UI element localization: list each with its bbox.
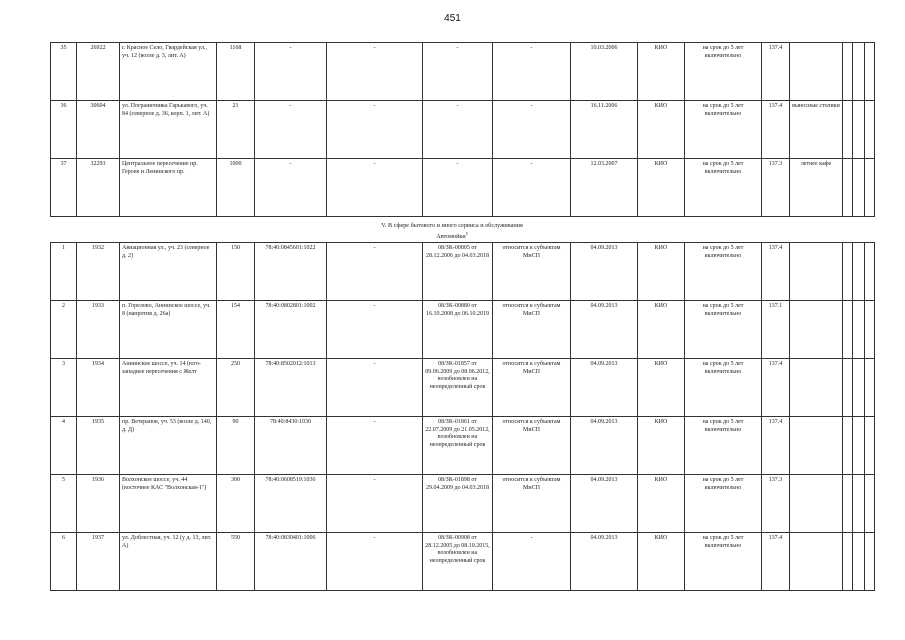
table-car-washes xyxy=(50,242,875,591)
cell-authority: КИО xyxy=(638,533,685,591)
cell-address: ул. Пограничника Гарькавого, уч. 84 (северное д. 36, корп. 1, лит. А) xyxy=(120,101,217,159)
cell-msp-status: относится к субъектам МиСП xyxy=(493,475,571,533)
cell-extra-3 xyxy=(865,533,875,591)
cell-area: 1168 xyxy=(217,43,255,101)
cell-object-id: 26922 xyxy=(77,43,120,101)
table-continued xyxy=(50,42,875,217)
cell-extra-2 xyxy=(853,359,865,417)
cell-contract: 08/ЗК-01857 от 09.06.2009 до 08.06.2012, возобновлен на неопределенный срок xyxy=(423,359,493,417)
cell-inclusion-date: 04.09.2013 xyxy=(571,243,638,301)
cell-object-id: 1932 xyxy=(77,243,120,301)
cell-note xyxy=(790,301,843,359)
cell-object-id: 1933 xyxy=(77,301,120,359)
cell-area: 90 xyxy=(217,417,255,475)
cell-inclusion-date: 04.09.2013 xyxy=(571,533,638,591)
cell-term: на срок до 5 лет включительно xyxy=(685,417,762,475)
cell-msp-status: - xyxy=(493,533,571,591)
cell-lease-number: - xyxy=(327,101,423,159)
cell-contract: 08/ЗК-00908 от 28.12.2005 до 08.10.2015, возобновлен на неопределенный срок xyxy=(423,533,493,591)
cell-area: 300 xyxy=(217,475,255,533)
cell-row-number: 35 xyxy=(51,43,77,101)
cell-cadastral-number: 78:40:0845601:1022 xyxy=(255,243,327,301)
cell-msp-status: относится к субъектам МиСП xyxy=(493,301,571,359)
cell-cadastral-number: - xyxy=(255,43,327,101)
cell-extra-3 xyxy=(865,101,875,159)
cell-extra-1 xyxy=(843,533,853,591)
cell-extra-3 xyxy=(865,43,875,101)
cell-inclusion-date: 04.09.2013 xyxy=(571,417,638,475)
cell-inclusion-date: 10.03.2006 xyxy=(571,43,638,101)
cell-extra-3 xyxy=(865,301,875,359)
cell-row-number: 37 xyxy=(51,159,77,217)
cell-law-ref: 137.4 xyxy=(762,101,790,159)
cell-object-id: 1937 xyxy=(77,533,120,591)
cell-msp-status: относится к субъектам МиСП xyxy=(493,359,571,417)
table-row xyxy=(51,417,875,475)
cell-cadastral-number: 78:40:0802801:1002 xyxy=(255,301,327,359)
table-row xyxy=(51,475,875,533)
cell-extra-1 xyxy=(843,159,853,217)
cell-extra-1 xyxy=(843,101,853,159)
cell-address: Волхонское шоссе, уч. 44 (восточнее КАС "Волхонская-1") xyxy=(120,475,217,533)
cell-extra-1 xyxy=(843,301,853,359)
cell-area: 550 xyxy=(217,533,255,591)
cell-extra-1 xyxy=(843,43,853,101)
cell-law-ref: 137.3 xyxy=(762,475,790,533)
cell-law-ref: 137.4 xyxy=(762,533,790,591)
cell-lease-number: - xyxy=(327,417,423,475)
cell-lease-number: - xyxy=(327,301,423,359)
cell-row-number: 36 xyxy=(51,101,77,159)
cell-msp-status: - xyxy=(493,159,571,217)
cell-term: на срок до 5 лет включительно xyxy=(685,159,762,217)
cell-authority: КИО xyxy=(638,159,685,217)
cell-msp-status: относится к субъектам МиСП xyxy=(493,243,571,301)
cell-authority: КИО xyxy=(638,43,685,101)
cell-area: 21 xyxy=(217,101,255,159)
cell-term: на срок до 5 лет включительно xyxy=(685,475,762,533)
section-title: V. В сфере бытового и иного сервиса и обслуживания xyxy=(381,222,523,229)
cell-address: Центральное пересечение пр. Героев и Ленинского пр. xyxy=(120,159,217,217)
cell-extra-1 xyxy=(843,475,853,533)
cell-authority: КИО xyxy=(638,243,685,301)
cell-object-id: 32293 xyxy=(77,159,120,217)
cell-row-number: 2 xyxy=(51,301,77,359)
cell-extra-3 xyxy=(865,417,875,475)
cell-extra-3 xyxy=(865,475,875,533)
cell-address: пр. Ветеранов, уч. 53 (возле д. 140, д. Д) xyxy=(120,417,217,475)
cell-extra-3 xyxy=(865,159,875,217)
cell-inclusion-date: 04.09.2013 xyxy=(571,359,638,417)
table-row xyxy=(51,243,875,301)
table-row xyxy=(51,101,875,159)
cell-lease-number: - xyxy=(327,475,423,533)
cell-term: на срок до 5 лет включительно xyxy=(685,101,762,159)
cell-cadastral-number: 78:40:8430:1030 xyxy=(255,417,327,475)
cell-extra-2 xyxy=(853,533,865,591)
table-row xyxy=(51,159,875,217)
cell-lease-number: - xyxy=(327,243,423,301)
cell-address: г. Красное Село, Гвардейская ул., уч. 12 (возле д. 3, лит. А) xyxy=(120,43,217,101)
cell-address: Авиационная ул., уч. 23 (северное д. 2) xyxy=(120,243,217,301)
cell-contract: 08/ЗК-01861 от 22.07.2009 до 21.05.2012, возобновлен на неопределенный срок xyxy=(423,417,493,475)
cell-term: на срок до 5 лет включительно xyxy=(685,359,762,417)
cell-msp-status: - xyxy=(493,101,571,159)
cell-address: ул. Доблестная, уч. 12 (у д. 13, лит. А) xyxy=(120,533,217,591)
cell-object-id: 1934 xyxy=(77,359,120,417)
cell-extra-1 xyxy=(843,417,853,475)
cell-note xyxy=(790,475,843,533)
cell-inclusion-date: 04.09.2013 xyxy=(571,301,638,359)
cell-contract: - xyxy=(423,43,493,101)
table-row xyxy=(51,301,875,359)
cell-lease-number: - xyxy=(327,359,423,417)
cell-row-number: 3 xyxy=(51,359,77,417)
table-row xyxy=(51,43,875,101)
cell-law-ref: 137.4 xyxy=(762,417,790,475)
cell-extra-3 xyxy=(865,243,875,301)
cell-extra-2 xyxy=(853,101,865,159)
cell-row-number: 6 xyxy=(51,533,77,591)
cell-area: 1000 xyxy=(217,159,255,217)
cell-extra-2 xyxy=(853,475,865,533)
cell-msp-status: - xyxy=(493,43,571,101)
cell-object-id: 30604 xyxy=(77,101,120,159)
cell-extra-2 xyxy=(853,301,865,359)
cell-area: 150 xyxy=(217,243,255,301)
cell-note xyxy=(790,417,843,475)
section-heading xyxy=(50,222,854,241)
cell-law-ref: 137.1 xyxy=(762,301,790,359)
cell-term: на срок до 5 лет включительно xyxy=(685,301,762,359)
cell-contract: 08/ЗК-01898 от 29.04.2009 до 04.03.2018 xyxy=(423,475,493,533)
cell-law-ref: 137.3 xyxy=(762,159,790,217)
footnote-mark: 5 xyxy=(465,231,468,236)
cell-cadastral-number: - xyxy=(255,101,327,159)
cell-extra-1 xyxy=(843,243,853,301)
cell-lease-number: - xyxy=(327,159,423,217)
cell-term: на срок до 5 лет включительно xyxy=(685,533,762,591)
cell-inclusion-date: 12.03.2007 xyxy=(571,159,638,217)
cell-authority: КИО xyxy=(638,417,685,475)
table-row xyxy=(51,359,875,417)
cell-row-number: 4 xyxy=(51,417,77,475)
cell-extra-2 xyxy=(853,43,865,101)
cell-cadastral-number: 78:40:0830401:1006 xyxy=(255,533,327,591)
cell-inclusion-date: 04.09.2013 xyxy=(571,475,638,533)
cell-authority: КИО xyxy=(638,475,685,533)
cell-lease-number: - xyxy=(327,43,423,101)
cell-term: на срок до 5 лет включительно xyxy=(685,43,762,101)
cell-contract: - xyxy=(423,159,493,217)
cell-authority: КИО xyxy=(638,359,685,417)
cell-authority: КИО xyxy=(638,101,685,159)
cell-extra-2 xyxy=(853,417,865,475)
table-row xyxy=(51,533,875,591)
cell-contract: - xyxy=(423,101,493,159)
cell-lease-number: - xyxy=(327,533,423,591)
cell-term: на срок до 5 лет включительно xyxy=(685,243,762,301)
cell-object-id: 1935 xyxy=(77,417,120,475)
cell-object-id: 1936 xyxy=(77,475,120,533)
cell-law-ref: 137.4 xyxy=(762,359,790,417)
cell-law-ref: 137.4 xyxy=(762,243,790,301)
cell-row-number: 5 xyxy=(51,475,77,533)
cell-extra-1 xyxy=(843,359,853,417)
cell-extra-3 xyxy=(865,359,875,417)
cell-address: п. Горелово, Аннинское шоссе, уч. 8 (напротив д. 26а) xyxy=(120,301,217,359)
cell-msp-status: относится к субъектам МиСП xyxy=(493,417,571,475)
page-number: 451 xyxy=(444,13,461,24)
cell-law-ref: 137.4 xyxy=(762,43,790,101)
cell-extra-2 xyxy=(853,159,865,217)
cell-cadastral-number: 78:40:0608519:1036 xyxy=(255,475,327,533)
cell-row-number: 1 xyxy=(51,243,77,301)
cell-note xyxy=(790,359,843,417)
cell-authority: КИО xyxy=(638,301,685,359)
cell-cadastral-number: - xyxy=(255,159,327,217)
cell-contract: 08/ЗК-00880 от 16.10.2008 до 06.10.2019 xyxy=(423,301,493,359)
cell-address: Аннинское шоссе, уч. 14 (юго-западнее пересечения с Желт xyxy=(120,359,217,417)
cell-contract: 08/ЗК-00805 от 28.12.2006 до 04.03.2018 xyxy=(423,243,493,301)
cell-note xyxy=(790,43,843,101)
cell-note: выносные столики xyxy=(790,101,843,159)
cell-inclusion-date: 16.11.2006 xyxy=(571,101,638,159)
cell-extra-2 xyxy=(853,243,865,301)
section-subtitle xyxy=(50,230,854,241)
cell-cadastral-number: 78:40:8502012:1013 xyxy=(255,359,327,417)
cell-area: 154 xyxy=(217,301,255,359)
cell-note: летнее кафе xyxy=(790,159,843,217)
cell-note xyxy=(790,243,843,301)
cell-note xyxy=(790,533,843,591)
section-subtitle-text: Автомойки xyxy=(436,233,466,241)
cell-area: 250 xyxy=(217,359,255,417)
